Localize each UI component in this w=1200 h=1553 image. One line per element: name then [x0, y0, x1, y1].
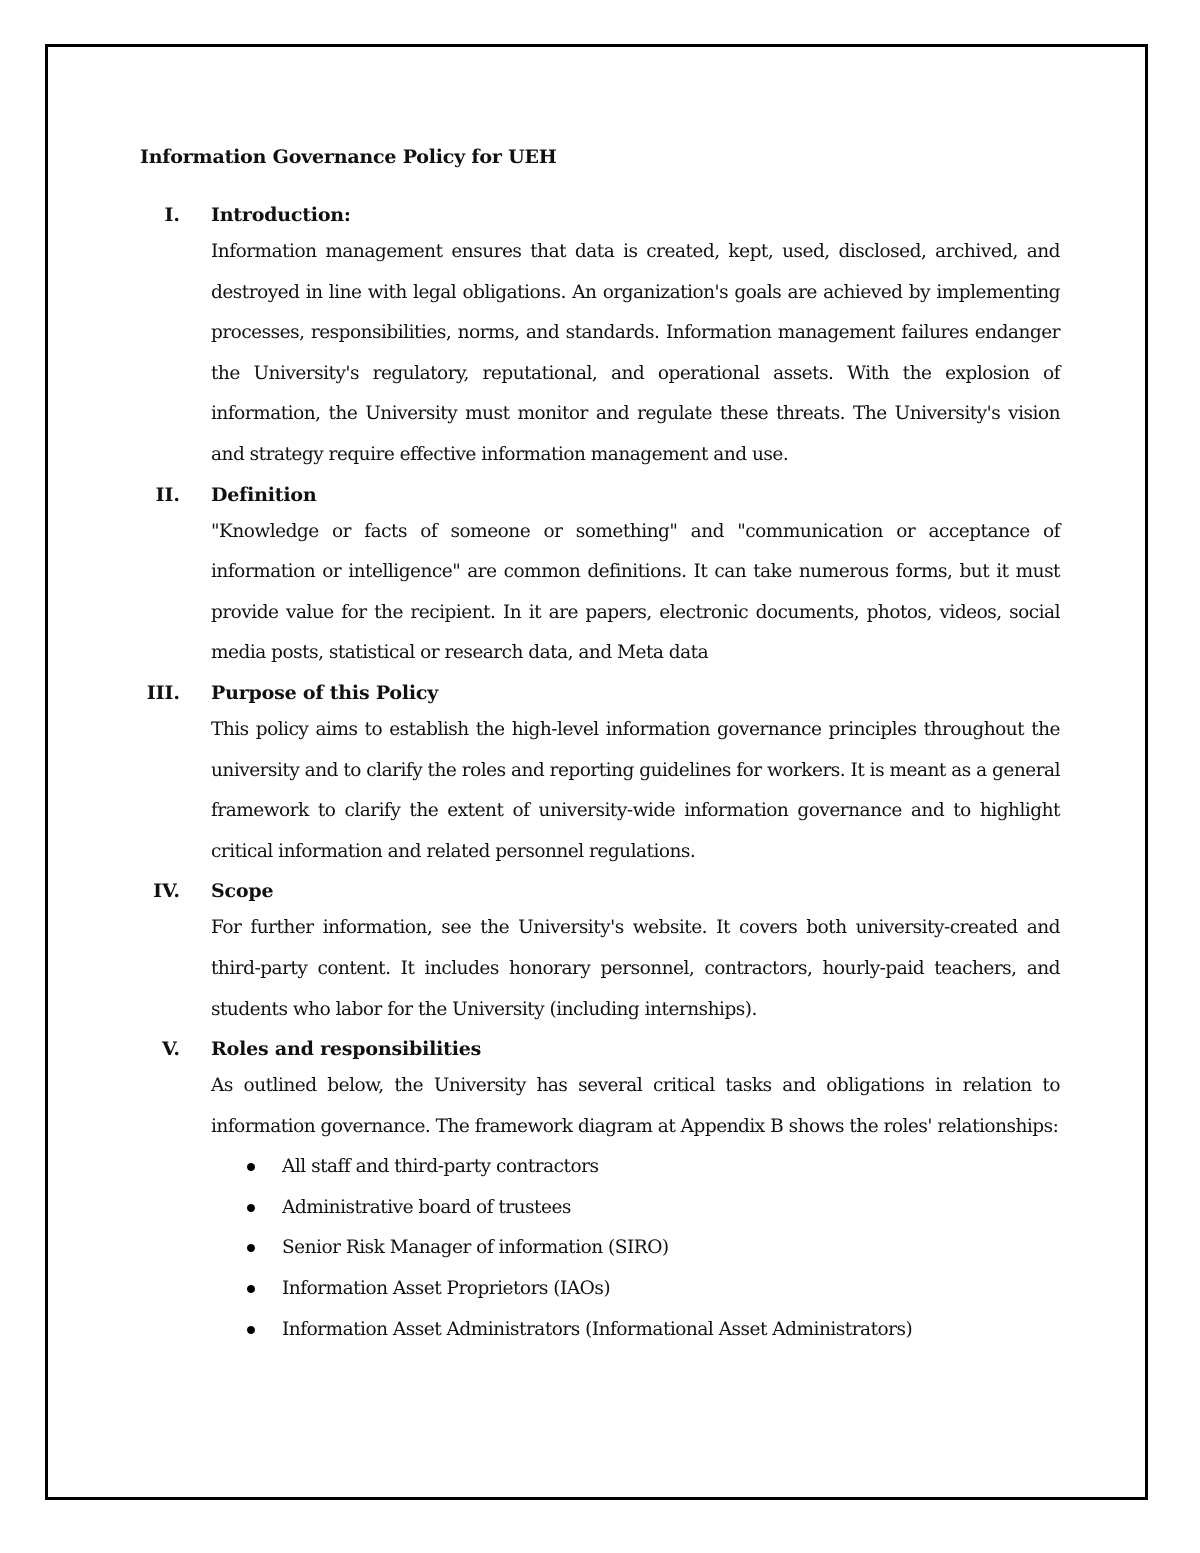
section-heading: Introduction: — [211, 204, 351, 226]
section-number: I. — [164, 204, 180, 226]
list-item-text: Administrative board of trustees — [282, 1196, 571, 1218]
list-item — [211, 1188, 1060, 1229]
bullet-icon — [247, 1285, 255, 1293]
list-item — [211, 1269, 1060, 1310]
bullet-icon — [247, 1326, 255, 1334]
list-item-text: All staff and third-party contractors — [282, 1156, 599, 1178]
section-number: III. — [146, 681, 180, 704]
section-body: As outlined below, the University has several critical tasks and obligations in relation to information governance. The framework diagram at Appendix B shows the roles' relationships: — [211, 1075, 1060, 1137]
section-body: "Knowledge or facts of someone or something" and "communication or acceptance of information or intelligence" are common definitions. It can take numerous forms, but it must provide value for the recipient. In it are papers, electronic documents, photos, videos, social media posts, statistical or research data, and Meta data — [211, 520, 1060, 664]
list-item — [211, 1310, 1060, 1351]
list-item — [211, 1228, 1060, 1269]
section-scope — [140, 874, 1060, 1030]
document-content — [140, 140, 1060, 1350]
section-body: Information management ensures that data is created, kept, used, disclosed, archived, and destroyed in line with legal obligations. An organization's goals are achieved by implementing processes, responsibilities, norms, and standards. Information management failures endanger the University's regulatory, reputational, and operational assets. With the explosion of information, the University must monitor and regulate these threats. The University's vision and strategy require effective information management and use. — [211, 241, 1060, 465]
section-heading: Definition — [211, 483, 317, 506]
list-item-text: Information Asset Administrators (Informational Asset Administrators) — [282, 1318, 913, 1340]
bullet-icon — [247, 1244, 255, 1252]
section-heading: Roles and responsibilities — [211, 1038, 482, 1061]
section-body: This policy aims to establish the high-level information governance principles throughout the university and to clarify the roles and reporting guidelines for workers. It is meant as a general framework to clarify the extent of university-wide information governance and to highlight critical information and related personnel regulations. — [211, 718, 1060, 862]
section-body: For further information, see the University's website. It covers both university-created and third-party content. It includes honorary personnel, contractors, hourly-paid teachers, and students who labor for the University (including internships). — [211, 917, 1060, 1020]
section-heading: Scope — [211, 880, 274, 903]
section-introduction — [140, 198, 1060, 476]
section-number: II. — [155, 483, 180, 506]
section-roles — [140, 1032, 1060, 1350]
bullet-icon — [247, 1163, 255, 1171]
list-item-text: Information Asset Proprietors (IAOs) — [282, 1278, 611, 1300]
list-item — [211, 1147, 1060, 1188]
section-number: IV. — [153, 880, 180, 903]
roles-list — [211, 1147, 1060, 1350]
section-definition — [140, 478, 1060, 674]
list-item-text: Senior Risk Manager of information (SIRO) — [282, 1237, 669, 1259]
bullet-icon — [247, 1204, 255, 1212]
section-number: V. — [161, 1038, 180, 1061]
section-heading: Purpose of this Policy — [211, 681, 439, 704]
document-title: Information Governance Policy for UEH — [140, 146, 557, 168]
section-purpose — [140, 676, 1060, 872]
